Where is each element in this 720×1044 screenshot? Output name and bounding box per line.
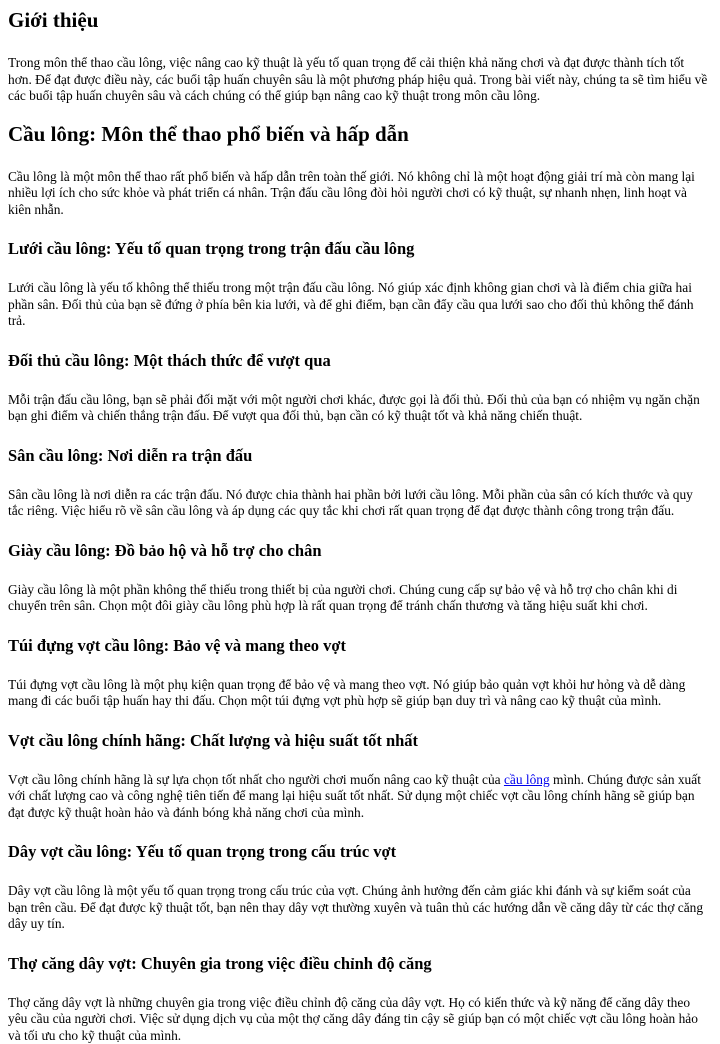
section-heading-strings: Dây vợt cầu lông: Yếu tố quan trọng trong cấu trúc vợt — [8, 841, 711, 863]
section-heading-stringer: Thợ căng dây vợt: Chuyên gia trong việc điều chỉnh độ căng — [8, 953, 711, 975]
section-text-shoes: Giày cầu lông là một phần không thể thiếu trong thiết bị của người chơi. Chúng cung cấp sự bảo vệ và hỗ trợ cho chân khi di chuyển trên sân. Chọn một đôi giày cầu lông phù hợp là rất quan trọng để tránh chấn thương và tăng hiệu suất khi chơi. — [8, 582, 711, 615]
section-text-bag: Túi đựng vợt cầu lông là một phụ kiện quan trọng để bảo vệ và mang theo vợt. Nó giúp bảo quản vợt khỏi hư hỏng và dễ dàng mang đi các buổi tập huấn hay thi đấu. Chọn một túi đựng vợt phù hợp sẽ giúp bạn duy trì và nâng cao kỹ thuật của mình. — [8, 677, 711, 710]
badminton-link[interactable]: cầu lông — [504, 772, 550, 787]
racket-text-before: Vợt cầu lông chính hãng là sự lựa chọn tốt nhất cho người chơi muốn nâng cao kỹ thuật của — [8, 772, 504, 787]
section-heading-shoes: Giày cầu lông: Đồ bảo hộ và hỗ trợ cho chân — [8, 540, 711, 562]
section-text-court: Sân cầu lông là nơi diễn ra các trận đấu. Nó được chia thành hai phần bởi lưới cầu lông. Mỗi phần của sân có kích thước và quy tắc riêng. Việc hiểu rõ về sân cầu lông và áp dụng các quy tắc khi chơi rất quan trọng để đạt được thành công trong trận đấu. — [8, 487, 711, 520]
section-heading-net: Lưới cầu lông: Yếu tố quan trọng trong trận đấu cầu lông — [8, 238, 711, 260]
section-heading-bag: Túi đựng vợt cầu lông: Bảo vệ và mang theo vợt — [8, 635, 711, 657]
racket-text-after: mình. Chúng được sản xuất với chất lượng cao và công nghệ tiên tiến để mang lại hiệu suất tốt nhất. Sử dụng một chiếc vợt cầu lông chính hãng sẽ giúp bạn đạt được kỹ thuật hoàn hảo và đánh bóng khả năng chơi của mình. — [8, 772, 701, 820]
article — [0, 7, 720, 1044]
section-text-strings: Dây vợt cầu lông là một yếu tố quan trọng trong cấu trúc của vợt. Chúng ảnh hưởng đến cảm giác khi đánh và sự kiểm soát của bạn trên cầu. Để đạt được kỹ thuật tốt, bạn nên thay dây vợt thường xuyên và tuân thủ các hướng dẫn về căng dây từ các thợ căng dây uy tín. — [8, 883, 711, 933]
section-heading-racket: Vợt cầu lông chính hãng: Chất lượng và hiệu suất tốt nhất — [8, 730, 711, 752]
page-title: Giới thiệu — [8, 7, 711, 33]
main-heading: Cầu lông: Môn thể thao phổ biến và hấp dẫn — [8, 121, 711, 147]
main-paragraph: Cầu lông là một môn thể thao rất phổ biến và hấp dẫn trên toàn thế giới. Nó không chỉ là một hoạt động giải trí mà còn mang lại nhiều lợi ích cho sức khỏe và phát triển cá nhân. Trận đấu cầu lông đòi hỏi người chơi có kỹ thuật, sự nhanh nhẹn, linh hoạt và kiên nhẫn. — [8, 169, 711, 219]
section-heading-court: Sân cầu lông: Nơi diễn ra trận đấu — [8, 445, 711, 467]
section-text-net: Lưới cầu lông là yếu tố không thể thiếu trong một trận đấu cầu lông. Nó giúp xác định không gian chơi và là điểm chia giữa hai phần sân. Đối thủ của bạn sẽ đứng ở phía bên kia lưới, và để ghi điểm, bạn cần đẩy cầu qua lưới sao cho đối thủ không thể đánh trả. — [8, 280, 711, 330]
section-text-opponent: Mỗi trận đấu cầu lông, bạn sẽ phải đối mặt với một người chơi khác, được gọi là đối thủ. Đối thủ của bạn có nhiệm vụ ngăn chặn bạn ghi điểm và chiến thắng trận đấu. Để vượt qua đối thủ, bạn cần có kỹ thuật tốt và khả năng chiến thuật. — [8, 392, 711, 425]
intro-paragraph: Trong môn thể thao cầu lông, việc nâng cao kỹ thuật là yếu tố quan trọng để cải thiện khả năng chơi và đạt được thành tích tốt hơn. Để đạt được điều này, các buổi tập huấn chuyên sâu là một phương pháp hiệu quả. Trong bài viết này, chúng ta sẽ tìm hiểu về các buổi tập huấn chuyên sâu và cách chúng có thể giúp bạn nâng cao kỹ thuật trong môn cầu lông. — [8, 55, 711, 105]
section-text-racket — [8, 772, 711, 822]
section-heading-opponent: Đối thủ cầu lông: Một thách thức để vượt qua — [8, 350, 711, 372]
section-text-stringer: Thợ căng dây vợt là những chuyên gia trong việc điều chỉnh độ căng của dây vợt. Họ có kiến thức và kỹ năng để căng dây theo yêu cầu của người chơi. Việc sử dụng dịch vụ của một thợ căng dây đáng tin cậy sẽ giúp bạn có một chiếc vợt cầu lông hoàn hảo và tối ưu cho kỹ thuật của mình. — [8, 995, 711, 1044]
